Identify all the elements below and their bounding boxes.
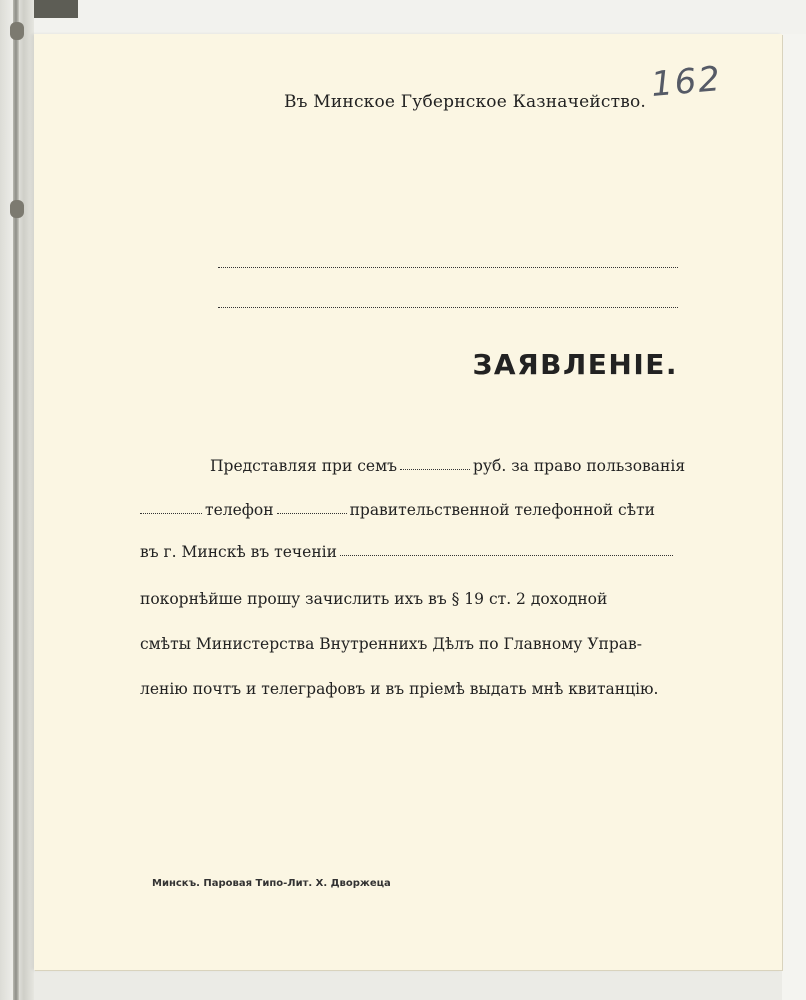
text-fragment: телефон: [205, 501, 274, 519]
addressee-line: Въ Минское Губернское Казначейство.: [283, 92, 647, 112]
text-line-3: [140, 535, 676, 561]
text-line-6: [140, 672, 676, 698]
blank-field: [400, 469, 470, 470]
binding-spine: [0, 0, 34, 1000]
binding-tab: [34, 0, 78, 18]
printer-imprint: Минскъ. Паровая Типо-Лит. Х. Дворжеца: [152, 878, 391, 889]
text-fragment: смѣты Министерства Внутреннихъ Дѣлъ по Главному Управ-: [140, 635, 642, 653]
text-fragment: покорнѣйше прошу зачислить ихъ въ § 19 ст. 2 доходной: [140, 590, 608, 608]
blank-line: [218, 307, 678, 308]
text-fragment: ленію почтъ и телеграфовъ и въ пріемѣ выдать мнѣ квитанцію.: [140, 680, 659, 698]
text-fragment: правительственной телефонной сѣти: [349, 501, 655, 519]
text-line-2: [140, 493, 676, 519]
blank-field: [140, 513, 202, 514]
scan-top-margin: [34, 0, 806, 34]
text-line-1: [210, 449, 686, 475]
text-fragment: руб. за право пользованія: [473, 457, 686, 475]
scan-right-margin: [782, 34, 806, 1000]
binding-thread: [13, 0, 19, 1000]
text-fragment: Представляя при семъ: [210, 457, 397, 475]
text-line-5: [140, 627, 676, 653]
blank-field: [277, 513, 347, 514]
text-line-4: [140, 582, 676, 608]
binding-knot: [10, 22, 24, 40]
binding-knot: [10, 200, 24, 218]
blank-line: [218, 267, 678, 268]
folio-number: 162: [649, 58, 724, 105]
text-fragment: въ г. Минскѣ въ теченіи: [140, 543, 337, 561]
blank-field: [340, 555, 673, 556]
document-title: ЗАЯВЛЕНІЕ.: [472, 348, 678, 381]
